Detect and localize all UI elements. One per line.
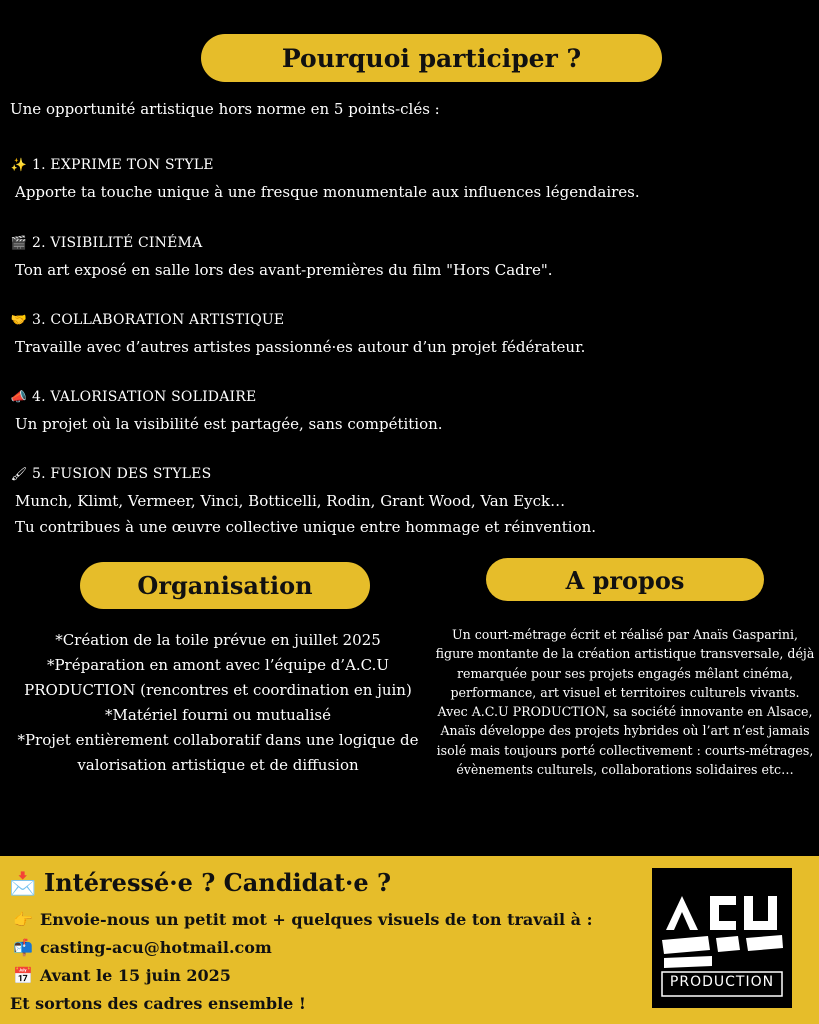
section-title-about: A propos	[486, 558, 764, 601]
point-2-body: Ton art exposé en salle lors des avant-premières du film "Hors Cadre".	[15, 261, 553, 279]
point-4	[10, 384, 443, 437]
sparkles-icon: ✨	[10, 158, 28, 173]
organisation-item: *Création de la toile prévue en juillet 2025	[55, 631, 381, 649]
point-1	[10, 152, 640, 205]
point-5-heading: 5. FUSION DES STYLES	[32, 466, 212, 482]
organisation-list	[8, 628, 428, 778]
acu-production-logo	[652, 868, 792, 1008]
organisation-item: *Matériel fourni ou mutualisé	[105, 706, 331, 724]
organisation-item: *Préparation en amont avec l’équipe d’A.C.U PRODUCTION (rencontres et coordination en juin)	[24, 656, 412, 699]
logo-subtitle: PRODUCTION	[669, 974, 775, 990]
footer-email[interactable]: 📬 casting-acu@hotmail.com	[13, 938, 272, 957]
envelope-icon: 📩	[9, 871, 37, 897]
point-3-heading: 3. COLLABORATION ARTISTIQUE	[32, 312, 285, 328]
megaphone-icon: 📣	[10, 390, 28, 405]
point-5	[10, 461, 596, 540]
point-5-body: Munch, Klimt, Vermeer, Vinci, Botticelli, Rodin, Grant Wood, Van Eyck…	[15, 492, 566, 510]
calendar-icon: 📅	[13, 966, 33, 985]
footer-instruction: 👉 Envoie-nous un petit mot + quelques visuels de ton travail à :	[13, 910, 593, 929]
pointing-hand-icon: 👉	[13, 910, 33, 929]
section-title-organisation: Organisation	[80, 562, 370, 609]
point-4-body: Un projet où la visibilité est partagée, sans compétition.	[15, 415, 443, 433]
point-3-body: Travaille avec d’autres artistes passionné·es autour d’un projet fédérateur.	[15, 338, 586, 356]
footer-closing: Et sortons des cadres ensemble !	[10, 994, 306, 1013]
point-2-heading: 2. VISIBILITÉ CINÉMA	[32, 235, 203, 251]
about-text	[432, 625, 818, 779]
paintbrush-icon: 🖌	[10, 467, 28, 482]
point-1-heading: 1. EXPRIME TON STYLE	[32, 157, 214, 173]
about-paragraph-1: Un court-métrage écrit et réalisé par Anaïs Gasparini, figure montante de la création artistique transversale, déjà remarquée pour ses projets engagés mêlant cinéma, performance, art visuel et territoires culturels vivants.	[435, 627, 815, 700]
point-2	[10, 230, 553, 283]
point-5-body-2: Tu contribues à une œuvre collective unique entre hommage et réinvention.	[15, 518, 597, 536]
point-3	[10, 307, 585, 360]
organisation-item: *Projet entièrement collaboratif dans une logique de valorisation artistique et de diffusion	[17, 731, 419, 774]
intro-text: Une opportunité artistique hors norme en 5 points-clés :	[10, 100, 440, 118]
section-title-why: Pourquoi participer ?	[201, 34, 662, 82]
point-1-body: Apporte ta touche unique à une fresque monumentale aux influences légendaires.	[15, 183, 640, 201]
mailbox-icon: 📬	[13, 938, 33, 957]
footer-heading: 📩 Intéressé·e ? Candidat·e ?	[9, 868, 392, 897]
footer-deadline: 📅 Avant le 15 juin 2025	[13, 966, 231, 985]
clapperboard-icon: 🎬	[10, 236, 28, 251]
handshake-icon: 🤝	[10, 313, 28, 328]
about-paragraph-2: Avec A.C.U PRODUCTION, sa société innovante en Alsace, Anaïs développe des projets hybrides où l’art n’est jamais isolé mais toujours porté collectivement : courts-métrages, évènements culturels, collaborations solidaires etc…	[436, 704, 814, 778]
point-4-heading: 4. VALORISATION SOLIDAIRE	[32, 389, 257, 405]
